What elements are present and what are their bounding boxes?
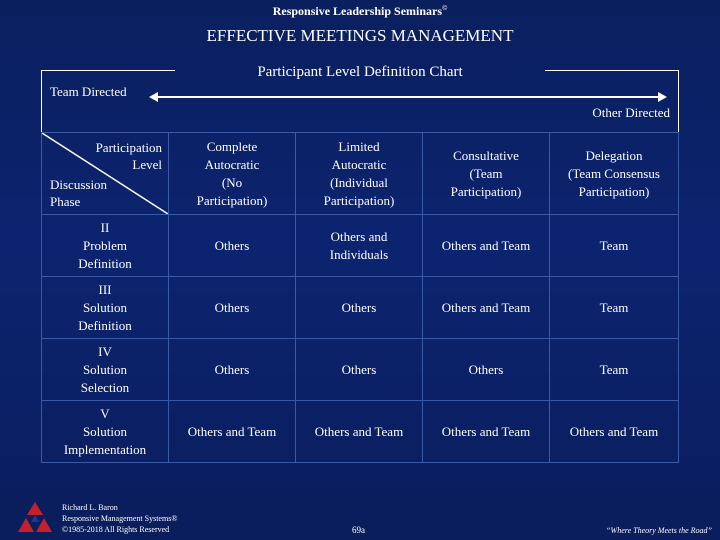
triangle-logo-icon — [14, 500, 56, 536]
table-cell: Others and Team — [423, 277, 550, 339]
table-cell: Others — [169, 277, 296, 339]
arrow-right-icon — [658, 92, 667, 102]
table-cell: Others and Team — [169, 401, 296, 463]
table-cell: Others and Team — [423, 401, 550, 463]
header-row — [42, 133, 679, 215]
phase-cell: III Solution Definition — [42, 277, 169, 339]
phase-cell: V Solution Implementation — [42, 401, 169, 463]
frame-top-right — [545, 70, 679, 71]
table-cell: Others — [169, 215, 296, 277]
other-directed-label: Other Directed — [592, 105, 670, 120]
page-number: 69a — [352, 525, 365, 535]
column-header: Limited Autocratic (Individual Participation) — [296, 133, 423, 215]
column-header: Complete Autocratic (No Participation) — [169, 133, 296, 215]
table-cell: Others and Team — [296, 401, 423, 463]
table-cell: Others — [296, 339, 423, 401]
column-header: Consultative (Team Participation) — [423, 133, 550, 215]
chart-subtitle: Participant Level Definition Chart — [257, 64, 463, 80]
author-line: Responsive Management Systems® — [62, 514, 178, 523]
main-title: EFFECTIVE MEETINGS MANAGEMENT — [206, 26, 514, 45]
column-header: Delegation (Team Consensus Participation) — [550, 133, 679, 215]
table-cell: Team — [550, 277, 679, 339]
table-row — [42, 277, 679, 339]
seminar-title: Responsive Leadership Seminars© — [272, 4, 448, 18]
corner-cell — [42, 133, 169, 215]
author-line: Richard L. Baron — [62, 503, 118, 512]
frame-top-left — [41, 70, 175, 71]
scale-arrow-line — [155, 96, 660, 98]
author-line: ©1985-2018 All Rights Reserved — [62, 525, 170, 534]
phase-cell: II Problem Definition — [42, 215, 169, 277]
table-row — [42, 401, 679, 463]
table-cell: Others and Individuals — [296, 215, 423, 277]
table-cell: Others and Team — [423, 215, 550, 277]
table-cell: Others — [296, 277, 423, 339]
participation-level-label: Participation Level — [95, 140, 162, 172]
table-cell: Team — [550, 339, 679, 401]
phase-cell: IV Solution Selection — [42, 339, 169, 401]
team-directed-label: Team Directed — [50, 84, 127, 99]
table-cell: Others — [169, 339, 296, 401]
table-row — [42, 215, 679, 277]
slogan: “Where Theory Meets the Road” — [606, 526, 712, 535]
table-cell: Others — [423, 339, 550, 401]
table-row — [42, 339, 679, 401]
author-block — [62, 502, 177, 535]
discussion-phase-label: Discussion Phase — [50, 177, 108, 209]
table-cell: Team — [550, 215, 679, 277]
table-cell: Others and Team — [550, 401, 679, 463]
participation-table — [41, 132, 679, 463]
